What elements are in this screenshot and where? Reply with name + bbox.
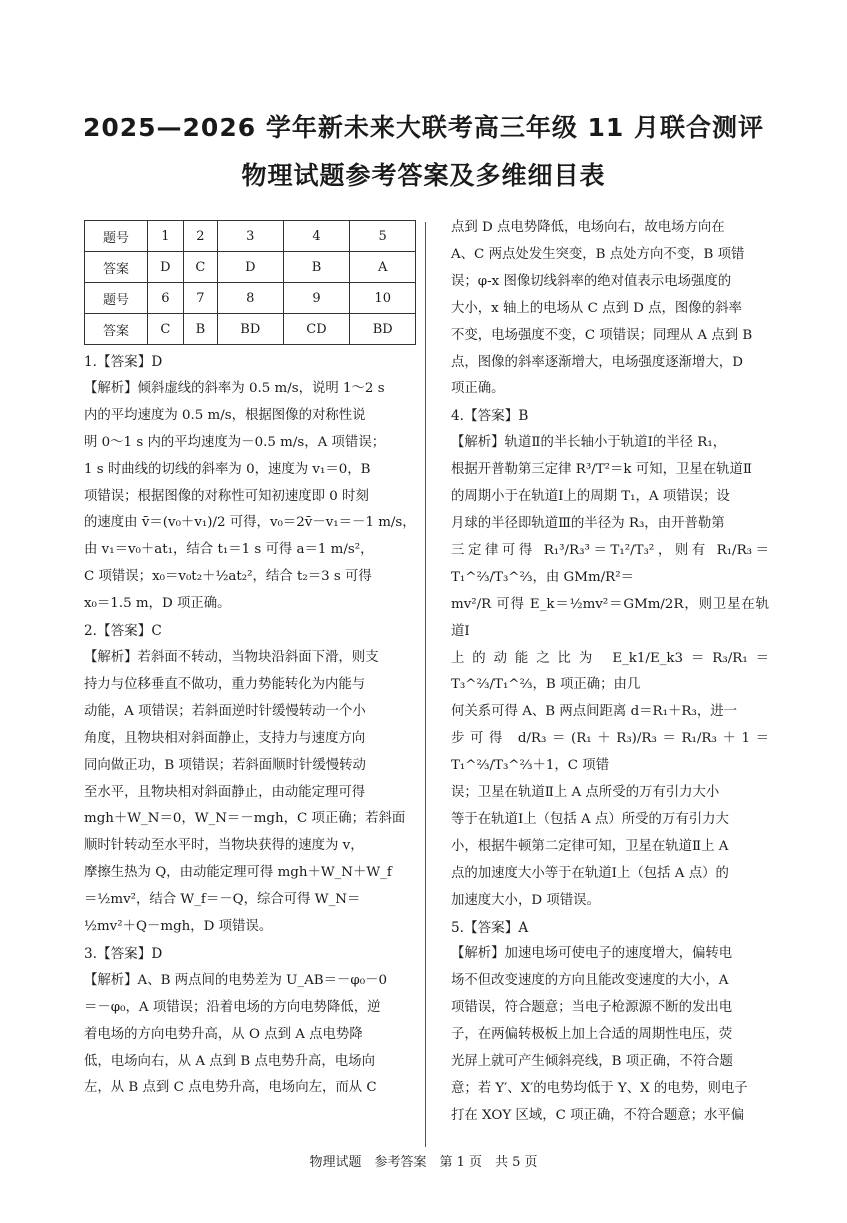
text-line: 持力与位移垂直不做功，重力势能转化为内能与 — [84, 676, 366, 692]
text-line: 小，根据牛顿第二定律可知，卫星在轨道Ⅱ上 A — [451, 838, 729, 854]
text-line: 项正确。 — [451, 381, 505, 397]
text-line: 【解析】加速电场可使电子的速度增大，偏转电 — [451, 946, 733, 962]
text-line: C 项错误；x₀＝v₀t₂＋½at₂²，结合 t₂＝3 s 可得 — [84, 569, 372, 585]
text-line: 动能，A 项错误；若斜面逆时针缓慢转动一个小 — [84, 703, 366, 719]
text-line: 步可得 d/R₃＝(R₁＋R₃)/R₃＝R₁/R₃＋1＝T₁^⅔/T₃^⅔＋1，C 项错 — [451, 731, 769, 774]
text-line: A、C 两点处发生突变，B 点处方向不变，B 项错 — [451, 246, 745, 262]
text-line: 【解析】A、B 两点间的电势差为 U_AB＝－φ₀－0 — [84, 972, 388, 988]
text-line: ＝½mv²，结合 W_f＝－Q，综合可得 W_N＝ — [84, 892, 361, 908]
text-line: 由 v₁＝v₀＋at₁，结合 t₁＝1 s 可得 a＝1 m/s²， — [84, 542, 374, 558]
text-line: 根据开普勒第三定律 R³/T²＝k 可知，卫星在轨道Ⅱ — [451, 462, 753, 478]
text-line: 大小，x 轴上的电场从 C 点到 D 点，图像的斜率 — [451, 300, 742, 316]
answer-table-cell: B — [283, 252, 350, 283]
answer-table-row — [85, 252, 416, 283]
text-line: 点的加速度大小等于在轨道Ⅰ上（包括 A 点）的 — [451, 865, 729, 881]
text-line: 点，图像的斜率逐渐增大，电场强度逐渐增大，D — [451, 354, 743, 370]
answer-table-cell: CD — [283, 314, 350, 345]
text-line: ½mv²＋Q－mgh，D 项错误。 — [84, 919, 273, 935]
page-footer: 物理试题 参考答案 第 1 页 共 5 页 — [309, 1155, 538, 1170]
text-line: mv²/R 可得 E_k＝½mv²＝GMm/2R，则卫星在轨道Ⅰ — [451, 596, 769, 639]
text-line: 上的动能之比为 E_k1/E_k3＝R₃/R₁＝T₃^⅔/T₁^⅔，B 项正确；由几 — [451, 650, 769, 693]
text-line: 着电场的方向电势升高，从 O 点到 A 点电势降 — [84, 1026, 363, 1042]
text-line: 项错误，符合题意；当电子枪源源不断的发出电 — [451, 1000, 733, 1016]
text-line: 同向做正功，B 项错误；若斜面顺时针缓慢转动 — [84, 757, 366, 773]
answer-table-cell: 2 — [183, 221, 217, 252]
text-line: ＝－φ₀，A 项错误；沿着电场的方向电势降低，逆 — [84, 999, 381, 1015]
answer-table-cell: D — [148, 252, 184, 283]
page-title-line2: 物理试题参考答案及多维细目表 — [241, 161, 606, 190]
answer-table-row — [85, 221, 416, 252]
text-line: 误；卫星在轨道Ⅱ上 A 点所受的万有引力大小 — [451, 785, 720, 801]
text-line: 【解析】倾斜虚线的斜率为 0.5 m/s，说明 1～2 s — [84, 380, 385, 396]
text-line: 月球的半径即轨道Ⅲ的半径为 R₃，由开普勒第 — [451, 515, 725, 531]
text-line: 4.【答案】B — [451, 408, 529, 425]
text-line: 【解析】轨道Ⅱ的半长轴小于轨道Ⅰ的半径 R₁， — [451, 435, 727, 451]
answer-table — [84, 220, 416, 345]
text-line: 点到 D 点电势降低，电场向右，故电场方向在 — [451, 220, 725, 235]
text-line: mgh＋W_N＝0，W_N＝－mgh，C 项正确；若斜面 — [84, 811, 406, 827]
answer-table-cell: C — [148, 314, 184, 345]
answer-table-header-cell: 答案 — [85, 252, 148, 283]
text-line: 子，在两偏转极板上加上合适的周期性电压，荧 — [451, 1027, 733, 1043]
text-line: 等于在轨道Ⅰ上（包括 A 点）所受的万有引力大 — [451, 811, 729, 827]
answer-table-cell: 6 — [148, 283, 184, 314]
answer-table-row — [85, 314, 416, 345]
answer-table-cell: BD — [350, 314, 416, 345]
text-line: 3.【答案】D — [84, 945, 163, 962]
right-column — [451, 215, 769, 1130]
answer-table-cell: 4 — [283, 221, 350, 252]
answer-table-header-cell: 题号 — [85, 283, 148, 314]
text-line: 场不但改变速度的方向且能改变速度的大小，A — [451, 973, 729, 989]
text-line: 的周期小于在轨道Ⅰ上的周期 T₁，A 项错误；设 — [451, 489, 730, 505]
column-divider — [425, 222, 426, 1147]
answer-table-cell: D — [217, 252, 283, 283]
text-line: 不变，电场强度不变，C 项错误；同理从 A 点到 B — [451, 327, 753, 343]
text-line: 5.【答案】A — [451, 919, 529, 936]
text-line: 1 s 时曲线的切线的斜率为 0，速度为 v₁＝0，B — [84, 461, 371, 477]
page-title-line1: 2025—2026 学年新未来大联考高三年级 11 月联合测评 — [82, 113, 765, 142]
text-line: 角度，且物块相对斜面静止，支持力与速度方向 — [84, 730, 366, 746]
answer-table-cell: 5 — [350, 221, 416, 252]
text-line: x₀＝1.5 m，D 项正确。 — [84, 596, 231, 612]
text-line: 低，电场向右，从 A 点到 B 点电势升高，电场向 — [84, 1053, 375, 1069]
answer-table-cell: 8 — [217, 283, 283, 314]
answer-table-cell: BD — [217, 314, 283, 345]
text-line: 内的平均速度为 0.5 m/s，根据图像的对称性说 — [84, 407, 366, 423]
text-line: 光屏上就可产生倾斜亮线，B 项正确，不符合题 — [451, 1054, 733, 1070]
text-line: 加速度大小，D 项错误。 — [451, 892, 600, 908]
text-line: 意；若 Y′、X′的电势均低于 Y、X 的电势，则电子 — [451, 1081, 748, 1096]
answer-table-row — [85, 283, 416, 314]
text-line: 【解析】若斜面不转动，当物块沿斜面下滑，则支 — [84, 649, 379, 665]
text-line: 项错误；根据图像的对称性可知初速度即 0 时刻 — [84, 488, 369, 504]
text-line: 摩擦生热为 Q，由动能定理可得 mgh＋W_N＋W_f — [84, 865, 392, 881]
text-line: 的速度由 v̄＝(v₀＋v₁)/2 可得，v₀＝2v̄－v₁＝－1 m/s， — [84, 515, 416, 531]
text-line: 至水平，且物块相对斜面静止，由动能定理可得 — [84, 784, 366, 800]
text-line: 1.【答案】D — [84, 354, 163, 370]
answer-table-cell: 3 — [217, 221, 283, 252]
text-line: 顺时针转动至水平时，当物块获得的速度为 v， — [84, 838, 364, 854]
text-line: 左，从 B 点到 C 点电势升高，电场向左，而从 C — [84, 1080, 377, 1096]
answer-table-cell: 9 — [283, 283, 350, 314]
text-line: 明 0～1 s 内的平均速度为－0.5 m/s，A 项错误； — [84, 434, 386, 450]
text-line: 2.【答案】C — [84, 623, 162, 640]
left-column — [84, 349, 416, 1102]
text-line: 三定律可得 R₁³/R₃³＝T₁²/T₃²，则有 R₁/R₃＝T₁^⅔/T₃^⅔，由 GMm/R²＝ — [451, 542, 769, 585]
answer-table-cell: 7 — [183, 283, 217, 314]
answer-table-header-cell: 题号 — [85, 221, 148, 252]
text-line: 打在 XOY 区域，C 项正确，不符合题意；水平偏 — [451, 1107, 745, 1123]
answer-table-cell: C — [183, 252, 217, 283]
answer-table-cell: A — [350, 252, 416, 283]
answer-table-cell: 10 — [350, 283, 416, 314]
answer-table-cell: 1 — [148, 221, 184, 252]
text-line: 误；φ-x 图像切线斜率的绝对值表示电场强度的 — [451, 273, 732, 289]
answer-table-header-cell: 答案 — [85, 314, 148, 345]
answer-table-cell: B — [183, 314, 217, 345]
text-line: 何关系可得 A、B 两点间距离 d＝R₁＋R₃，进一 — [451, 704, 738, 720]
